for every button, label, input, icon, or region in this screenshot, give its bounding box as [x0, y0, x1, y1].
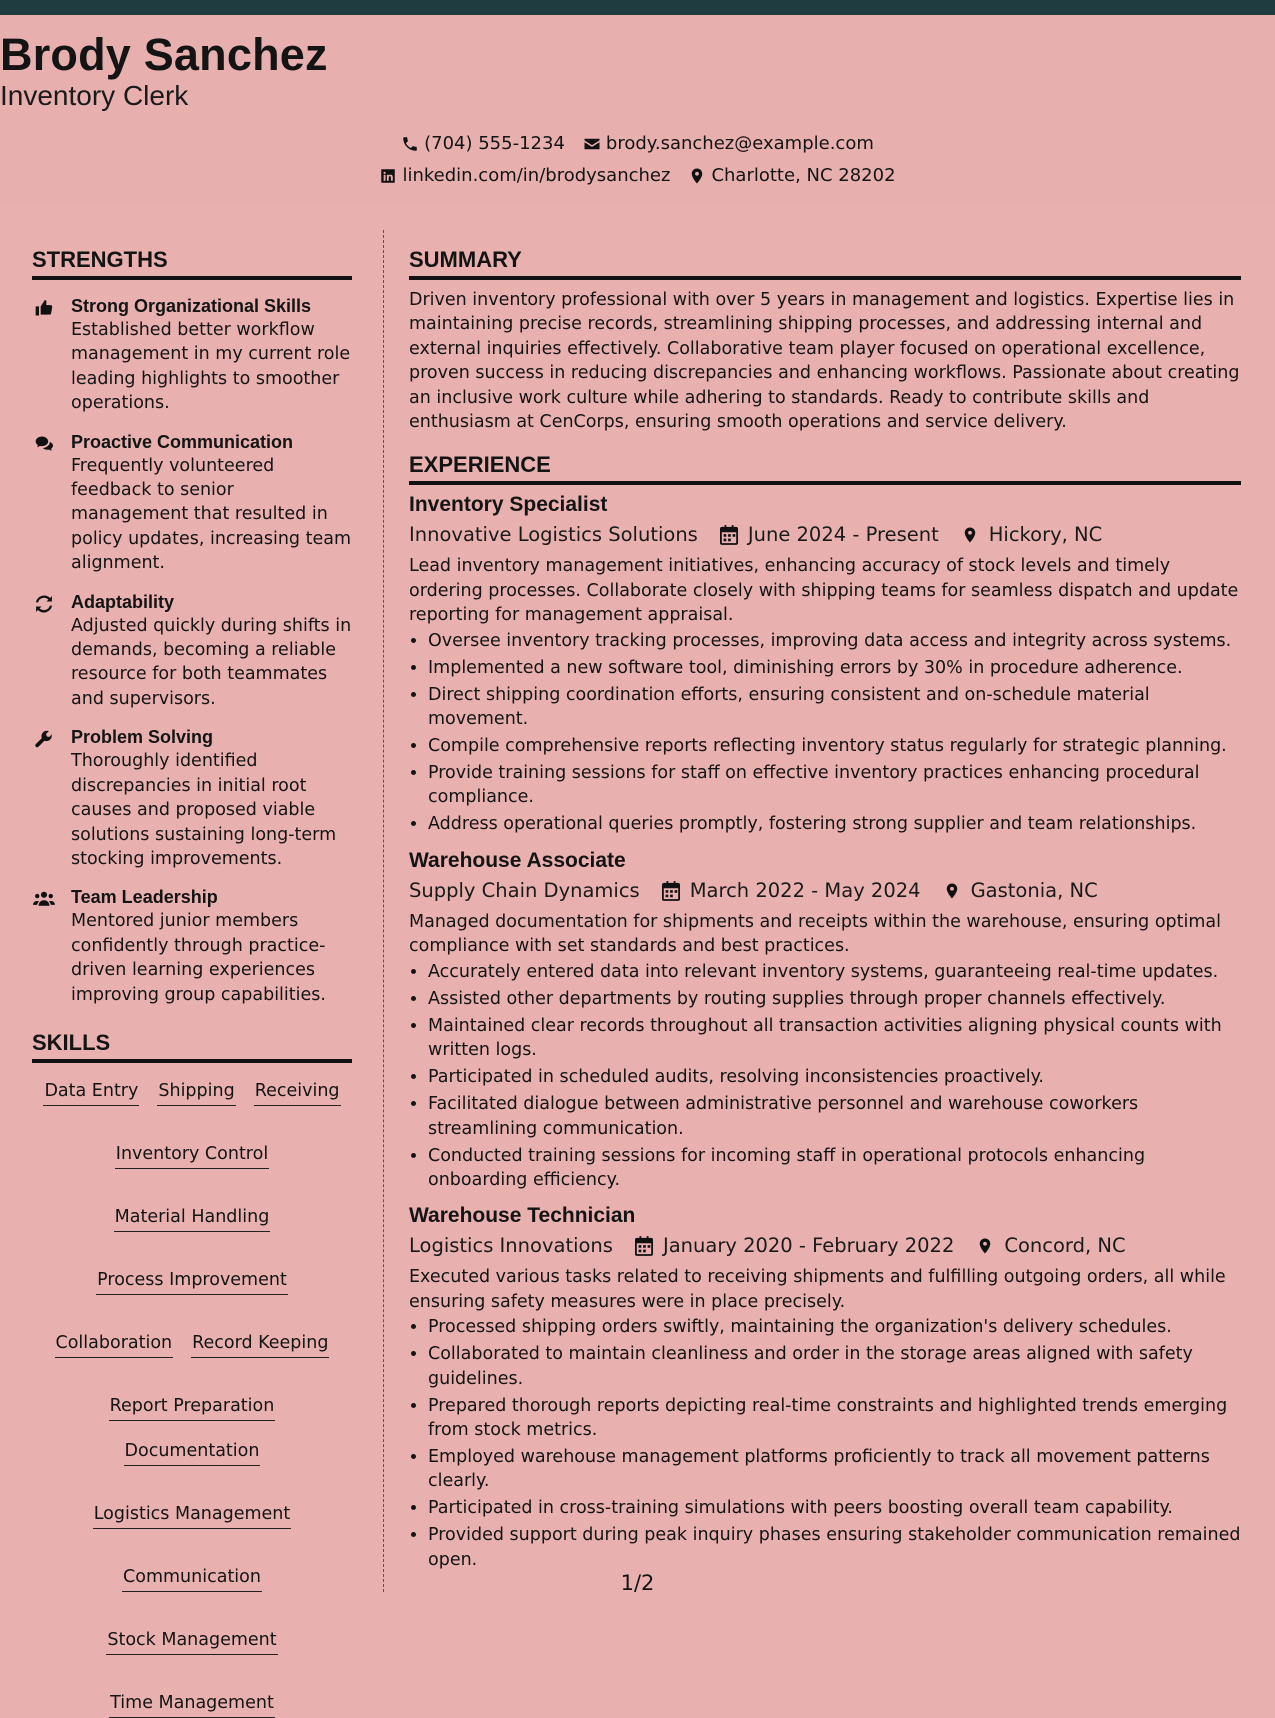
- summary-heading: SUMMARY: [409, 246, 1241, 280]
- job-company: Logistics Innovations: [409, 1234, 613, 1258]
- strength-item: [32, 294, 352, 416]
- bullet-item: • Accurately entered data into relevant inventory systems, guaranteeing real-time updates.: [428, 960, 1241, 984]
- bullet-item: • Facilitated dialogue between administrative personnel and warehouse coworkers streamlining communication.: [428, 1092, 1241, 1141]
- skill-tag: Stock Management: [106, 1628, 277, 1655]
- email-contact[interactable]: [583, 132, 874, 156]
- bullet-item: • Compile comprehensive reports reflecting inventory status regularly for strategic planning.: [428, 734, 1241, 758]
- job-company: Innovative Logistics Solutions: [409, 523, 698, 547]
- bullet-item: • Address operational queries promptly, fostering strong supplier and team relationships.: [428, 812, 1241, 836]
- right-column: [409, 246, 1241, 1575]
- skills-heading: SKILLS: [32, 1029, 352, 1063]
- bullet-item: • Prepared thorough reports depicting real-time constraints and highlighted trends emerging from stock metrics.: [428, 1394, 1241, 1443]
- strength-description: Thoroughly identified discrepancies in initial root causes and proposed viable solutions sustaining long-term stocking improvements.: [71, 751, 337, 869]
- users-icon: [33, 889, 55, 909]
- skill-tag: Data Entry: [43, 1079, 139, 1106]
- strength-item: [32, 590, 352, 712]
- skill-tag: Record Keeping: [191, 1331, 329, 1358]
- bullet-item: • Implemented a new software tool, diminishing errors by 30% in procedure adherence.: [428, 656, 1241, 680]
- skill-tag: Shipping: [157, 1079, 235, 1106]
- location-contact: [688, 164, 895, 188]
- skill-tag: Logistics Management: [93, 1502, 292, 1529]
- strength-description: Established better workflow management in my current role leading highlights to smoother operations.: [71, 320, 351, 414]
- strength-title: Proactive Communication: [71, 431, 294, 452]
- skills-list: [32, 1079, 352, 1718]
- job-bullets: [409, 1315, 1241, 1572]
- bullet-item: • Maintained clear records throughout all transaction activities aligning physical counts with written logs.: [428, 1014, 1241, 1063]
- strength-title: Strong Organizational Skills: [71, 296, 312, 316]
- skill-tag: Receiving: [254, 1079, 341, 1106]
- strength-description: Adjusted quickly during shifts in demands, becoming a reliable resource for both teammates and supervisors.: [71, 615, 352, 709]
- strength-title: Adaptability: [71, 591, 175, 612]
- job-bullets: [409, 629, 1241, 837]
- refresh-icon: [33, 594, 55, 614]
- job-company: Supply Chain Dynamics: [409, 878, 640, 902]
- skill-tag: Documentation: [124, 1439, 261, 1466]
- phone-contact[interactable]: [401, 132, 565, 156]
- skill-tag: Process Improvement: [96, 1268, 288, 1295]
- bullet-item: • Employed warehouse management platforms proficiently to track all movement patterns clearly.: [428, 1445, 1241, 1494]
- job-meta: [409, 878, 1241, 904]
- calendar-icon: [720, 525, 738, 545]
- job-meta: [409, 522, 1241, 548]
- job-location: Concord, NC: [1004, 1234, 1126, 1258]
- strength-item: [32, 725, 352, 871]
- job-entry: [409, 1202, 1241, 1572]
- strength-title: Problem Solving: [71, 727, 214, 748]
- map-pin-icon: [976, 1236, 994, 1256]
- job-dates: June 2024 - Present: [747, 523, 939, 547]
- skill-tag: Time Management: [109, 1691, 275, 1718]
- phone-text: (704) 555-1234: [424, 133, 565, 154]
- bullet-item: • Provide training sessions for staff on effective inventory practices enhancing procedural compliance.: [428, 761, 1241, 810]
- bullet-item: • Collaborated to maintain cleanliness and order in the storage areas aligned with safety guidelines.: [428, 1342, 1241, 1391]
- page-number: 1/2: [620, 1571, 655, 1595]
- job-title: Warehouse Technician: [409, 1204, 636, 1228]
- map-pin-icon: [961, 525, 979, 545]
- skill-tag: Report Preparation: [109, 1394, 276, 1421]
- job-entry: [409, 847, 1241, 1192]
- calendar-icon: [662, 881, 680, 901]
- skill-tag: Communication: [122, 1565, 262, 1592]
- job-meta: [409, 1233, 1241, 1259]
- job-title: Warehouse Associate: [409, 848, 626, 872]
- top-accent-bar: [0, 0, 1275, 15]
- thumbs-up-icon: [33, 298, 55, 318]
- bullet-item: • Processed shipping orders swiftly, maintaining the organization's delivery schedules.: [428, 1315, 1241, 1339]
- strengths-heading: STRENGTHS: [32, 246, 352, 280]
- phone-icon: [401, 135, 419, 153]
- bullet-item: • Participated in cross-training simulations with peers boosting overall team capability.: [428, 1496, 1241, 1520]
- skill-tag: Collaboration: [55, 1331, 174, 1358]
- envelope-icon: [583, 135, 601, 153]
- bullet-item: • Direct shipping coordination efforts, ensuring consistent and on-schedule material movement.: [428, 683, 1241, 732]
- job-entry: [409, 491, 1241, 836]
- contact-row-2: [0, 164, 1275, 188]
- email-text: brody.sanchez@example.com: [605, 133, 874, 154]
- job-description: Lead inventory management initiatives, enhancing accuracy of stock levels and timely ordering processes. Collaborate closely with shipping teams for seamless dispatch and update reporting for management appraisal.: [409, 556, 1239, 626]
- job-title: Inventory Specialist: [409, 493, 608, 517]
- bullet-item: • Conducted training sessions for incoming staff in operational protocols enhancing onboarding efficiency.: [428, 1144, 1241, 1193]
- job-location: Gastonia, NC: [970, 878, 1098, 902]
- candidate-title: Inventory Clerk: [0, 80, 189, 111]
- strength-title: Team Leadership: [71, 887, 218, 908]
- comments-icon: [33, 434, 55, 454]
- bullet-item: • Oversee inventory tracking processes, improving data access and integrity across systems.: [428, 629, 1241, 653]
- left-column: [32, 246, 352, 1718]
- job-location: Hickory, NC: [988, 523, 1103, 547]
- job-dates: January 2020 - February 2022: [662, 1234, 955, 1258]
- strength-item: [32, 430, 352, 576]
- candidate-name: Brody Sanchez: [0, 29, 328, 80]
- bullet-item: • Assisted other departments by routing supplies through proper channels effectively.: [428, 987, 1241, 1011]
- skill-tag: Inventory Control: [115, 1142, 269, 1169]
- map-pin-icon: [688, 167, 706, 185]
- job-bullets: [409, 960, 1241, 1193]
- bullet-item: • Participated in scheduled audits, resolving inconsistencies proactively.: [428, 1065, 1241, 1089]
- linkedin-text: linkedin.com/in/brodysanchez: [402, 165, 671, 186]
- linkedin-contact[interactable]: [379, 164, 670, 188]
- job-dates: March 2022 - May 2024: [689, 878, 921, 902]
- job-description: Executed various tasks related to receiving shipments and fulfilling outgoing orders, all while ensuring safety measures were in place precisely.: [409, 1267, 1226, 1312]
- column-divider: [383, 230, 384, 1592]
- map-pin-icon: [943, 881, 961, 901]
- strength-description: Frequently volunteered feedback to senior management that resulted in policy updates, increasing team alignment.: [71, 455, 351, 574]
- job-description: Managed documentation for shipments and receipts within the warehouse, ensuring optimal compliance with set standards and best practices.: [409, 911, 1221, 957]
- strength-description: Mentored junior members confidently through practice-driven learning experiences improving group capabilities.: [71, 911, 326, 1005]
- calendar-icon: [635, 1236, 653, 1256]
- location-text: Charlotte, NC 28202: [711, 165, 896, 186]
- contact-row-1: [0, 132, 1275, 156]
- bullet-item: • Provided support during peak inquiry phases ensuring stakeholder communication remained open.: [428, 1523, 1241, 1572]
- linkedin-icon: [379, 167, 397, 185]
- experience-heading: EXPERIENCE: [409, 451, 1241, 485]
- skill-tag: Material Handling: [114, 1205, 271, 1232]
- strength-item: [32, 885, 352, 1007]
- summary-text: Driven inventory professional with over 5 years in management and logistics. Expertise lies in maintaining precise records, streamlining shipping processes, and addressing internal and external inquiries effectively. Collaborative team player focused on operational excellence, proven success in reducing discrepancies and enhancing workflows. Passionate about creating an inclusive work culture while adhering to standards. Ready to contribute skills and enthusiasm at CenCorps, ensuring smooth operations and service delivery.: [409, 290, 1240, 433]
- wrench-icon: [33, 729, 55, 749]
